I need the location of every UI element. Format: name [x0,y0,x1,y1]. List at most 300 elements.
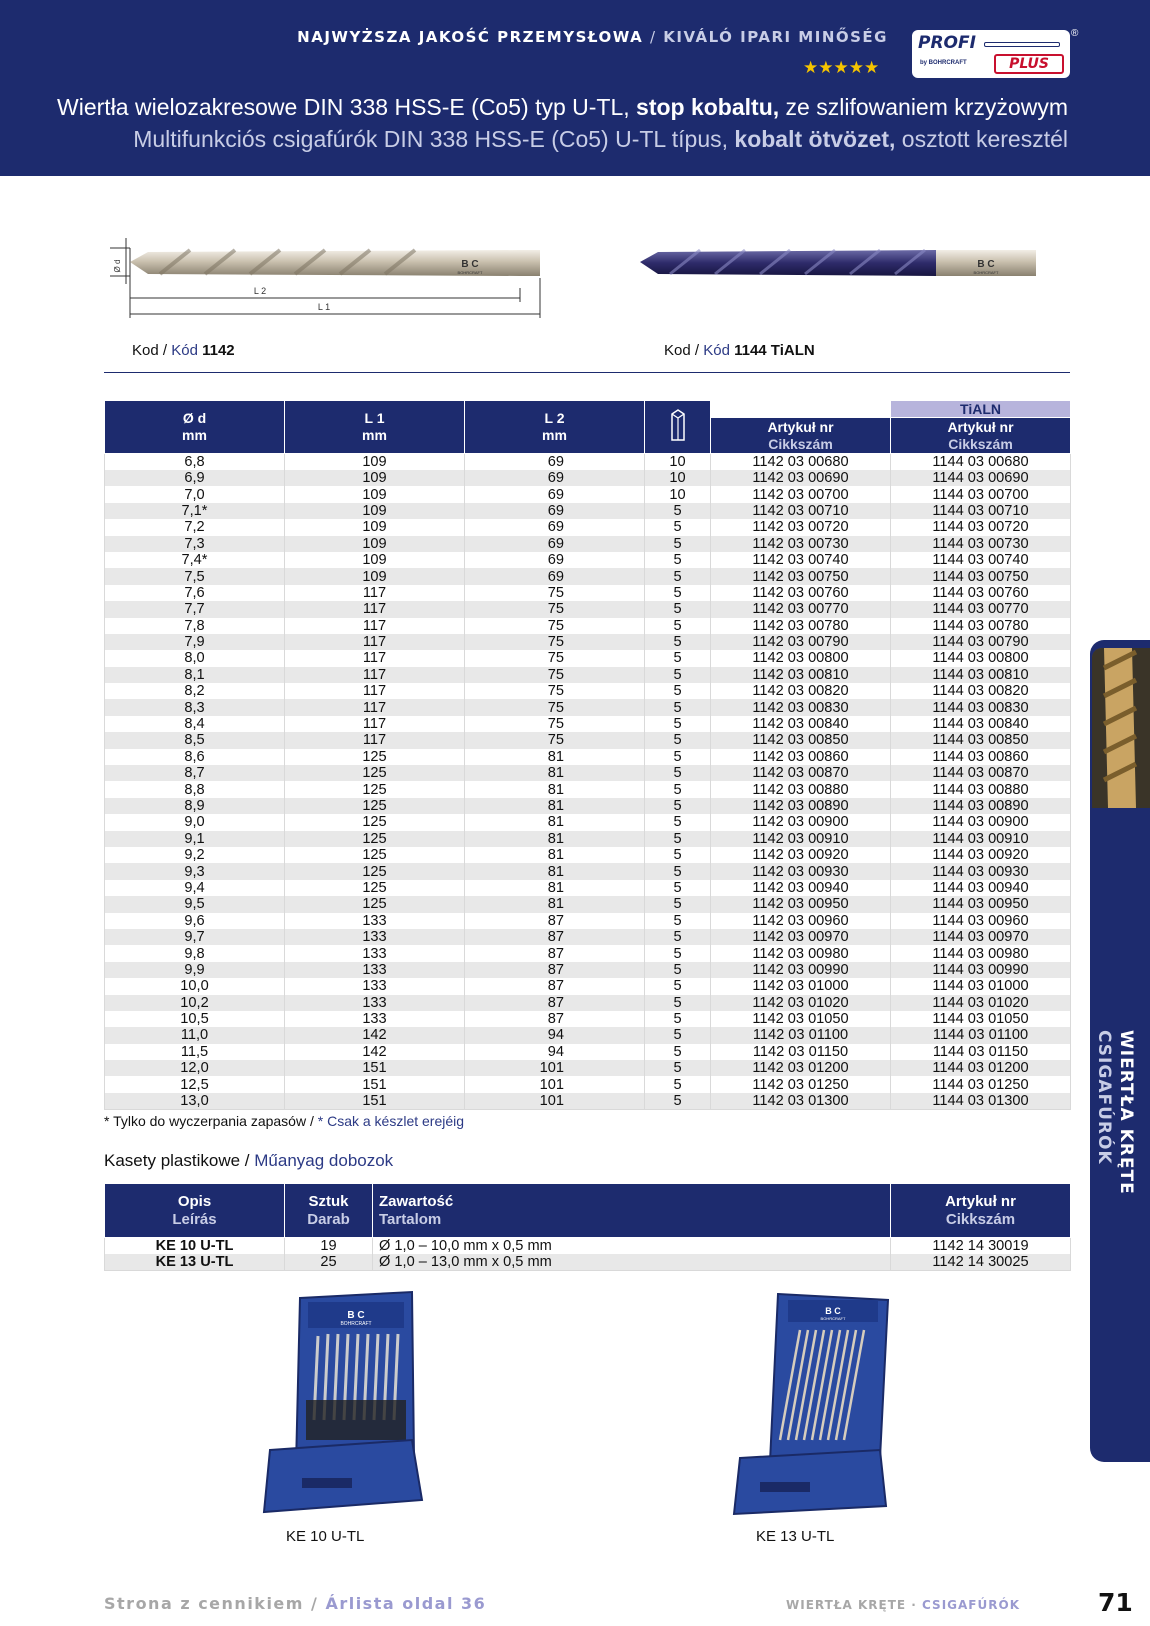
col-opis: Opis [177,1192,212,1210]
col-leiras: Leírás [172,1210,217,1228]
cell-l2: 87 [465,913,645,929]
cell-diameter: 10,0 [105,978,285,994]
col-art2-hu: Cikkszám [948,435,1013,452]
cell-qty: 5 [645,896,711,912]
cell-art-1142: 1142 03 00780 [711,618,891,634]
table-row [105,568,1071,584]
cell-qty: 5 [645,913,711,929]
cell-diameter: 11,0 [105,1027,285,1043]
cell-art-1144: 1144 03 00730 [891,536,1071,552]
cell-art-1144: 1144 03 00680 [891,454,1071,471]
cell-qty: 5 [645,880,711,896]
cell-art-1144: 1144 03 00770 [891,601,1071,617]
cell-l1: 125 [285,765,465,781]
cell-case-content: Ø 1,0 – 13,0 mm x 0,5 mm [373,1254,891,1271]
cell-art-1144: 1144 03 00760 [891,585,1071,601]
cases-title-hu: Műanyag dobozok [254,1151,394,1170]
cell-qty: 5 [645,568,711,584]
cell-diameter: 7,2 [105,519,285,535]
cell-art-1144: 1144 03 00900 [891,814,1071,830]
cell-qty: 5 [645,978,711,994]
cell-art-1144: 1144 03 00970 [891,929,1071,945]
cell-qty: 5 [645,650,711,666]
cell-l1: 117 [285,634,465,650]
col-zawartosc: Zawartość [379,1192,454,1210]
cell-diameter: 9,9 [105,962,285,978]
cell-l1: 109 [285,536,465,552]
col-case-art-hu: Cikkszám [945,1210,1016,1228]
cell-diameter: 7,0 [105,486,285,502]
cell-l1: 117 [285,732,465,748]
cell-art-1144: 1144 03 00980 [891,945,1071,961]
cell-l2: 101 [465,1060,645,1076]
cell-art-1144: 1144 03 00870 [891,765,1071,781]
table-row [105,863,1071,879]
cell-l1: 125 [285,896,465,912]
cell-l1: 125 [285,798,465,814]
registered-mark: ® [1071,28,1079,39]
code-label-1142 [132,342,235,359]
cell-art-1144: 1144 03 00820 [891,683,1071,699]
cell-qty: 5 [645,1027,711,1043]
table-row [105,765,1071,781]
cell-qty: 5 [645,585,711,601]
cell-case-name: KE 13 U-TL [105,1254,285,1271]
col-header-art-1142 [711,418,891,454]
cell-art-1142: 1142 03 00850 [711,732,891,748]
cell-diameter: 13,0 [105,1093,285,1110]
cell-diameter: 7,5 [105,568,285,584]
col-d-unit: mm [182,427,207,443]
cell-art-1144: 1144 03 00810 [891,667,1071,683]
cell-art-1144: 1144 03 01200 [891,1060,1071,1076]
rating-stars: ★★★★★ [803,58,880,77]
cell-l2: 94 [465,1044,645,1060]
table-row [105,1076,1071,1092]
cell-diameter: 8,3 [105,699,285,715]
cell-l1: 125 [285,847,465,863]
cell-art-1144: 1144 03 00790 [891,634,1071,650]
table-row [105,552,1071,568]
cell-qty: 5 [645,699,711,715]
col-tartalom: Tartalom [379,1210,442,1228]
cell-art-1142: 1142 03 00910 [711,831,891,847]
cell-l1: 151 [285,1093,465,1110]
cell-diameter: 7,9 [105,634,285,650]
cell-l2: 81 [465,896,645,912]
cell-art-1144: 1144 03 01150 [891,1044,1071,1060]
cell-art-1142: 1142 03 00860 [711,749,891,765]
cell-qty: 10 [645,454,711,471]
kod2-pl: Kod [664,342,691,359]
cell-l1: 133 [285,978,465,994]
tagline-pl: NAJWYŻSZA JAKOŚĆ PRZEMYSŁOWA [297,28,644,46]
cell-l2: 87 [465,929,645,945]
cell-qty: 5 [645,683,711,699]
table-row [105,1044,1071,1060]
cell-l2: 81 [465,863,645,879]
logo-drill-icon [984,42,1060,47]
cases-rows [105,1238,1071,1271]
cell-diameter: 7,4* [105,552,285,568]
table-row [105,699,1071,715]
cell-art-1142: 1142 03 00800 [711,650,891,666]
cell-case-count: 25 [285,1254,373,1271]
tagline-hu: KIVÁLÓ IPARI MINŐSÉG [663,28,888,46]
tialn-header: TiALN [891,401,1071,418]
col-header-qty [645,401,711,454]
cell-qty: 5 [645,618,711,634]
cell-diameter: 11,5 [105,1044,285,1060]
cell-l1: 117 [285,667,465,683]
cell-diameter: 9,1 [105,831,285,847]
cell-l2: 75 [465,585,645,601]
cell-diameter: 9,6 [105,913,285,929]
cell-l2: 81 [465,847,645,863]
cell-art-1144: 1144 03 00800 [891,650,1071,666]
cell-l2: 75 [465,650,645,666]
cell-case-name: KE 10 U-TL [105,1238,285,1255]
cell-art-1142: 1142 03 00770 [711,601,891,617]
drill2-brand-sub: BOHRCRAFT [973,270,999,275]
case1-brand-sub: BOHRCRAFT [340,1321,372,1327]
footnote-hu: * Csak a készlet erejéig [317,1113,465,1129]
cell-l1: 125 [285,781,465,797]
kod2-sep: / [690,342,704,359]
drill1-brand: B C [461,259,479,270]
logo-profi: PROFI [918,33,976,53]
title-hu-part1: Multifunkciós csigafúrók DIN 338 HSS-E (Co5) U-TL típus, [133,126,735,152]
dim-l2-label: L 2 [253,286,267,296]
cell-case-art: 1142 14 30019 [891,1238,1071,1255]
cell-art-1142: 1142 03 01050 [711,1011,891,1027]
col-darab: Darab [307,1210,350,1228]
cell-qty: 5 [645,831,711,847]
table-row [105,798,1071,814]
table-row [105,519,1071,535]
cell-l1: 109 [285,568,465,584]
tagline-separator: / [649,28,657,46]
cell-l2: 81 [465,814,645,830]
cell-art-1142: 1142 03 01100 [711,1027,891,1043]
cell-art-1144: 1144 03 01300 [891,1093,1071,1110]
cell-case-count: 19 [285,1238,373,1255]
cell-diameter: 8,0 [105,650,285,666]
table-row [105,831,1071,847]
cell-diameter: 8,1 [105,667,285,683]
cell-art-1144: 1144 03 00740 [891,552,1071,568]
cell-l1: 109 [285,503,465,519]
cell-diameter: 8,8 [105,781,285,797]
footer-section [786,1598,1020,1612]
drill-illustrations [100,228,1070,338]
footnote-pl: * Tylko do wyczerpania zapasów / [104,1113,318,1129]
cell-l2: 81 [465,781,645,797]
case-ke10-label: KE 10 U-TL [286,1528,365,1545]
cell-l2: 81 [465,831,645,847]
cell-diameter: 6,9 [105,470,285,486]
cell-qty: 5 [645,847,711,863]
cell-art-1142: 1142 03 00940 [711,880,891,896]
col-l2-label: L 2 [544,410,565,426]
cell-qty: 5 [645,945,711,961]
cell-qty: 5 [645,667,711,683]
table-row [105,880,1071,896]
table-row [105,503,1071,519]
cell-l2: 75 [465,601,645,617]
cell-qty: 5 [645,732,711,748]
cell-l2: 87 [465,945,645,961]
footer-right-hu: CSIGAFÚRÓK [922,1598,1020,1612]
cell-diameter: 9,3 [105,863,285,879]
cases-table [104,1183,1071,1271]
col-sztuk: Sztuk [308,1192,349,1210]
profi-plus-logo [912,30,1070,78]
drill-1144-image [640,250,1036,276]
cell-qty: 5 [645,552,711,568]
title-pl-part1: Wiertła wielozakresowe DIN 338 HSS-E (Co5) typ U-TL, [57,94,637,120]
table-row [105,945,1071,961]
cell-art-1144: 1144 03 00890 [891,798,1071,814]
cell-l2: 81 [465,749,645,765]
cell-diameter: 10,5 [105,1011,285,1027]
table-row [105,847,1071,863]
cell-l2: 69 [465,536,645,552]
cell-l1: 151 [285,1076,465,1092]
cell-l1: 125 [285,863,465,879]
cell-art-1142: 1142 03 00810 [711,667,891,683]
cell-qty: 5 [645,716,711,732]
cell-art-1142: 1142 03 00920 [711,847,891,863]
cell-art-1142: 1142 03 01000 [711,978,891,994]
cell-l1: 133 [285,913,465,929]
cell-art-1144: 1144 03 00950 [891,896,1071,912]
table-row [105,470,1071,486]
cell-qty: 5 [645,863,711,879]
table-row [105,978,1071,994]
kod2-hu: Kód [703,342,730,359]
side-tab-text [1096,1030,1150,1230]
cell-art-1142: 1142 03 00980 [711,945,891,961]
cell-art-1144: 1144 03 00990 [891,962,1071,978]
cell-diameter: 9,0 [105,814,285,830]
side-tab-pl: WIERTŁA KRĘTE [1116,1030,1136,1195]
cell-diameter: 6,8 [105,454,285,471]
cell-l1: 125 [285,880,465,896]
table-row [105,683,1071,699]
cell-art-1144: 1144 03 00940 [891,880,1071,896]
col-l1-label: L 1 [364,410,385,426]
cell-l1: 133 [285,1011,465,1027]
cell-art-1142: 1142 03 00710 [711,503,891,519]
cell-diameter: 9,8 [105,945,285,961]
col-header-case-art [891,1184,1071,1238]
page-title-hu [133,126,1068,153]
cell-art-1142: 1142 03 00830 [711,699,891,715]
cell-l2: 75 [465,699,645,715]
table-row [105,929,1071,945]
col-header-art-1144 [891,418,1071,454]
cell-qty: 5 [645,814,711,830]
cell-diameter: 10,2 [105,995,285,1011]
kod1-code: 1142 [202,342,235,359]
cell-art-1144: 1144 03 01050 [891,1011,1071,1027]
cell-l2: 69 [465,568,645,584]
col-art-hu: Cikkszám [768,435,833,452]
table-row [105,995,1071,1011]
cell-l1: 117 [285,716,465,732]
drill1-brand-sub: BOHRCRAFT [457,270,483,275]
cell-diameter: 7,7 [105,601,285,617]
drill2-brand: B C [977,259,995,270]
cell-qty: 5 [645,962,711,978]
side-drill-icon [1092,648,1150,808]
cell-art-1144: 1144 03 00830 [891,699,1071,715]
cell-diameter: 8,5 [105,732,285,748]
col-header-l2 [465,401,645,454]
cell-l1: 142 [285,1027,465,1043]
cell-art-1144: 1144 03 00920 [891,847,1071,863]
cell-l1: 125 [285,814,465,830]
title-hu-part3: osztott keresztél [895,126,1068,152]
cell-art-1144: 1144 03 01100 [891,1027,1071,1043]
cell-l2: 75 [465,732,645,748]
cell-l2: 75 [465,683,645,699]
col-case-art-pl: Artykuł nr [945,1192,1016,1210]
cell-art-1144: 1144 03 00700 [891,486,1071,502]
cell-case-art: 1142 14 30025 [891,1254,1071,1271]
cell-art-1142: 1142 03 00950 [711,896,891,912]
cell-qty: 5 [645,536,711,552]
table-row [105,1238,1071,1255]
cell-l1: 133 [285,995,465,1011]
cell-l2: 81 [465,765,645,781]
cell-art-1142: 1142 03 00760 [711,585,891,601]
cell-l2: 87 [465,978,645,994]
cell-l1: 109 [285,486,465,502]
cell-l2: 94 [465,1027,645,1043]
page-number: 71 [1098,1588,1133,1617]
cell-qty: 5 [645,1060,711,1076]
drill-1142-image [130,250,540,276]
cell-l1: 109 [285,454,465,471]
cell-art-1142: 1142 03 00990 [711,962,891,978]
cell-art-1142: 1142 03 00890 [711,798,891,814]
dim-l1-label: L 1 [317,302,331,312]
divider [104,372,1070,373]
cell-art-1142: 1142 03 01150 [711,1044,891,1060]
cell-diameter: 12,0 [105,1060,285,1076]
cell-art-1142: 1142 03 01020 [711,995,891,1011]
cell-qty: 5 [645,503,711,519]
cell-art-1144: 1144 03 01020 [891,995,1071,1011]
cell-diameter: 7,8 [105,618,285,634]
case2-brand-sub: BOHRCRAFT [820,1316,846,1321]
table-row [105,1254,1071,1271]
cell-qty: 5 [645,1076,711,1092]
cell-art-1142: 1142 03 01200 [711,1060,891,1076]
cell-art-1144: 1144 03 00850 [891,732,1071,748]
col-header-l1 [285,401,465,454]
cell-l2: 69 [465,454,645,471]
cell-l1: 125 [285,831,465,847]
case2-brand: B C [825,1306,841,1316]
empty-header-cell [711,401,891,418]
cell-qty: 5 [645,781,711,797]
table-row [105,962,1071,978]
cell-art-1144: 1144 03 00910 [891,831,1071,847]
cell-art-1142: 1142 03 00730 [711,536,891,552]
cell-diameter: 8,7 [105,765,285,781]
cell-qty: 5 [645,1093,711,1110]
cell-qty: 10 [645,470,711,486]
cell-qty: 5 [645,634,711,650]
cell-art-1144: 1144 03 00930 [891,863,1071,879]
cell-diameter: 8,4 [105,716,285,732]
footer-left-hu: Árlista oldal 36 [325,1594,487,1613]
cell-l1: 133 [285,945,465,961]
cell-diameter: 8,2 [105,683,285,699]
cell-l1: 117 [285,601,465,617]
cell-art-1144: 1144 03 00690 [891,470,1071,486]
package-icon [669,408,687,442]
cell-l1: 117 [285,683,465,699]
drill-spec-rows [105,454,1071,1110]
cell-diameter: 9,7 [105,929,285,945]
cell-l2: 87 [465,1011,645,1027]
page-title-pl [57,94,1068,121]
table-row [105,732,1071,748]
table-row [105,634,1071,650]
cell-art-1144: 1144 03 00880 [891,781,1071,797]
col-art-pl: Artykuł nr [767,418,834,435]
cell-art-1142: 1142 03 00690 [711,470,891,486]
cell-l1: 117 [285,585,465,601]
cell-l2: 87 [465,962,645,978]
cell-art-1144: 1144 03 01250 [891,1076,1071,1092]
cell-l2: 75 [465,667,645,683]
cell-qty: 5 [645,995,711,1011]
cell-case-content: Ø 1,0 – 10,0 mm x 0,5 mm [373,1238,891,1255]
footnote [104,1113,464,1129]
table-row [105,454,1071,471]
cell-qty: 5 [645,765,711,781]
table-row [105,716,1071,732]
cell-qty: 5 [645,929,711,945]
cell-art-1142: 1142 03 00900 [711,814,891,830]
cell-qty: 5 [645,1011,711,1027]
cell-art-1144: 1144 03 01000 [891,978,1071,994]
cell-l1: 117 [285,650,465,666]
kod1-hu: Kód [171,342,198,359]
cell-diameter: 12,5 [105,1076,285,1092]
table-row [105,618,1071,634]
cell-l1: 133 [285,929,465,945]
logo-by: by BOHRCRAFT [920,60,967,66]
table-row [105,1060,1071,1076]
table-row [105,486,1071,502]
cell-l2: 87 [465,995,645,1011]
cell-art-1142: 1142 03 00970 [711,929,891,945]
cell-l2: 81 [465,880,645,896]
cell-qty: 5 [645,749,711,765]
cell-l2: 75 [465,634,645,650]
cell-art-1144: 1144 03 00710 [891,503,1071,519]
col-l2-unit: mm [542,427,567,443]
cell-l2: 69 [465,503,645,519]
table-row [105,650,1071,666]
col-art2-pl: Artykuł nr [947,418,1014,435]
